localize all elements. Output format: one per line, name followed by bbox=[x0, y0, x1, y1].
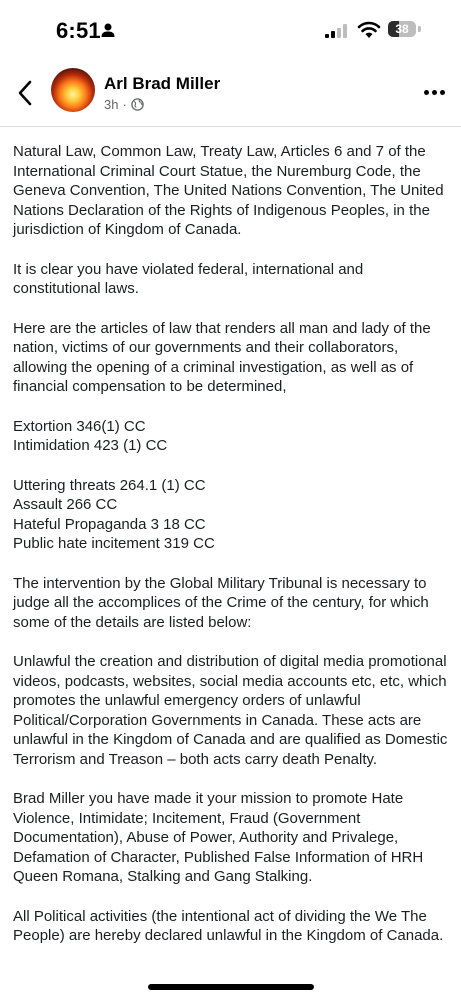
law-item: Public hate incitement 319 CC bbox=[13, 535, 215, 552]
battery-icon bbox=[388, 21, 422, 39]
more-dot bbox=[440, 90, 445, 95]
more-dot bbox=[424, 90, 429, 95]
law-list bbox=[13, 476, 451, 554]
signal-icon bbox=[325, 24, 349, 38]
law-list bbox=[13, 417, 451, 456]
law-item: Uttering threats 264.1 (1) CC bbox=[13, 476, 206, 494]
home-indicator[interactable] bbox=[148, 984, 314, 990]
status-time: 6:51 bbox=[56, 18, 101, 43]
meta-separator: · bbox=[122, 97, 127, 112]
author-name[interactable]: Arl Brad Miller bbox=[104, 74, 221, 93]
back-chevron-icon[interactable] bbox=[12, 76, 40, 110]
post-paragraph: The intervention by the Global Military Tribunal is necessary to judge all the accomplices of the Crime of the century, for which some of the details are listed below: bbox=[13, 574, 429, 631]
law-item: Intimidation 423 (1) CC bbox=[13, 437, 168, 454]
header-divider bbox=[0, 126, 461, 127]
wifi-icon bbox=[357, 21, 381, 39]
avatar[interactable] bbox=[51, 68, 95, 112]
law-item: Extortion 346(1) CC bbox=[13, 417, 146, 435]
post-paragraph: Natural Law, Common Law, Treaty Law, Articles 6 and 7 of the International Criminal Court Statue, the Nuremburg Code, the Geneva Convention, The United Nations Convention, The United Nations Declaration of the Rights of Indigenous Peoples, in the jurisdiction of Kingdom of Canada. bbox=[13, 143, 444, 238]
battery-tip bbox=[418, 26, 421, 32]
status-bar bbox=[0, 0, 461, 62]
post-paragraph: Unlawful the creation and distribution of digital media promotional videos, podcasts, websites, social media accounts etc, etc, which promotes the unlawful emergency orders of unlawful Political/Corporation Governments in Canada. These acts are unlawful in the Kingdom of Canada and are qualified as Domestic Terrorism and Treason – both acts carry death Penalty. bbox=[13, 653, 448, 768]
post-paragraph: Here are the articles of law that renders all man and lady of the nation, victims of our governments and their collaborators, allowing the opening of a criminal investigation, as well as of financial compensation to be determined, bbox=[13, 319, 431, 395]
law-item: Hateful Propaganda 3 18 CC bbox=[13, 515, 206, 533]
post-meta bbox=[104, 97, 144, 112]
post-time[interactable]: 3h bbox=[104, 97, 119, 112]
post-header bbox=[0, 62, 461, 124]
more-dot bbox=[432, 90, 437, 95]
globe-icon bbox=[131, 98, 144, 111]
post-paragraph: Brad Miller you have made it your mission to promote Hate Violence, Intimidate; Incitement, Fraud (Government Documentation), Abuse of Power, Authority and Privalege, Defamation of Character, Published False Information of HRH Queen Romana, Stalking and Gang Stalking. bbox=[13, 790, 424, 885]
more-options-icon[interactable] bbox=[424, 90, 448, 98]
law-item: Assault 266 CC bbox=[13, 496, 118, 513]
battery-percent: 38 bbox=[395, 22, 409, 36]
person-icon bbox=[100, 22, 116, 38]
post-body bbox=[13, 142, 451, 966]
post-paragraph: It is clear you have violated federal, international and constitutional laws. bbox=[13, 260, 364, 297]
post-paragraph: All Political activities (the intentional act of dividing the We The People) are hereby declared unlawful in the Kingdom of Canada. bbox=[13, 907, 444, 944]
